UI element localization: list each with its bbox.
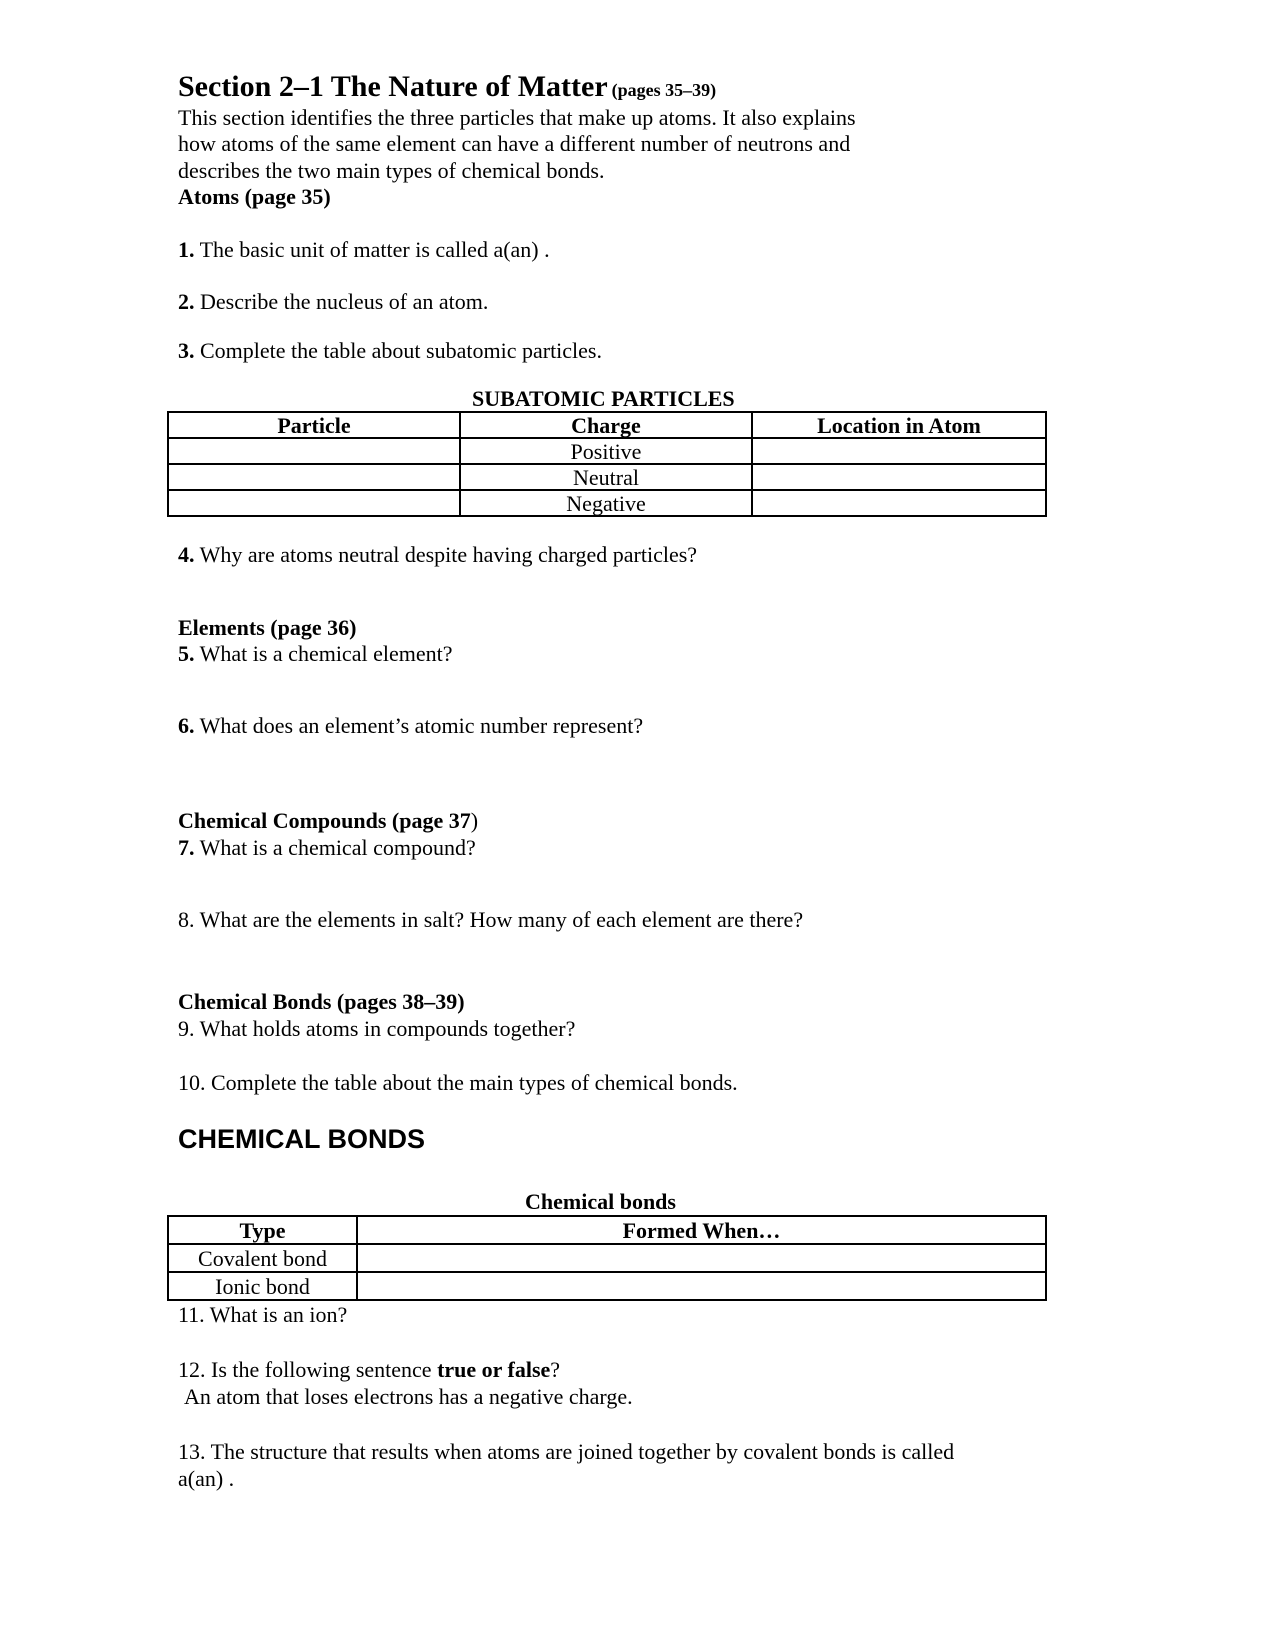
question-12-statement: An atom that loses electrons has a negative charge.: [184, 1384, 633, 1409]
question-9: 9. What holds atoms in compounds together?: [178, 1016, 576, 1041]
intro-line-1: This section identifies the three particles that make up atoms. It also explains: [178, 105, 856, 130]
header-particle: Particle: [168, 412, 460, 438]
header-formed-when: Formed When…: [357, 1216, 1046, 1244]
page-title: [178, 70, 716, 104]
cell-charge: Negative: [460, 490, 752, 516]
cell-particle-blank[interactable]: [168, 438, 460, 464]
intro-line-2: how atoms of the same element can have a different number of neutrons and: [178, 131, 851, 156]
chemical-bonds-heading: CHEMICAL BONDS: [178, 1124, 426, 1154]
intro-line-3: describes the two main types of chemical bonds.: [178, 158, 605, 183]
table-header-row: [168, 412, 1046, 438]
question-12: 12. Is the following sentence true or false?: [178, 1357, 561, 1382]
table-row: [168, 464, 1046, 490]
chemical-bonds-table: [167, 1215, 1047, 1301]
subatomic-particles-table: [167, 411, 1047, 517]
cell-particle-blank[interactable]: [168, 464, 460, 490]
subatomic-table-caption: SUBATOMIC PARTICLES: [472, 386, 735, 411]
question-2: 2. Describe the nucleus of an atom.: [178, 289, 489, 314]
question-8: 8. What are the elements in salt? How many of each element are there?: [178, 907, 804, 932]
question-13-line-1: 13. The structure that results when atoms are joined together by covalent bonds is called: [178, 1439, 955, 1464]
heading-bonds: Chemical Bonds (pages 38–39): [178, 989, 465, 1014]
header-type: Type: [168, 1216, 357, 1244]
header-location: Location in Atom: [752, 412, 1046, 438]
section-pages: (pages 35–39): [611, 80, 717, 100]
table-row: [168, 1272, 1046, 1300]
bonds-table-caption: Chemical bonds: [525, 1189, 676, 1214]
table-row: [168, 1244, 1046, 1272]
section-title: Section 2–1 The Nature of Matter: [178, 70, 608, 103]
cell-location-blank[interactable]: [752, 464, 1046, 490]
question-1: 1. The basic unit of matter is called a(an) .: [178, 237, 550, 262]
table-row: [168, 490, 1046, 516]
question-5: 5. What is a chemical element?: [178, 641, 453, 666]
question-4: 4. Why are atoms neutral despite having charged particles?: [178, 542, 698, 567]
question-7: 7. What is a chemical compound?: [178, 835, 476, 860]
question-11: 11. What is an ion?: [178, 1302, 348, 1327]
cell-formed-when-blank[interactable]: [357, 1272, 1046, 1300]
table-header-row: [168, 1216, 1046, 1244]
cell-bond-type: Ionic bond: [168, 1272, 357, 1300]
question-3: 3. Complete the table about subatomic particles.: [178, 338, 602, 363]
cell-charge: Neutral: [460, 464, 752, 490]
question-6: 6. What does an element’s atomic number represent?: [178, 713, 644, 738]
header-charge: Charge: [460, 412, 752, 438]
heading-compounds: Chemical Compounds (page 37): [178, 808, 479, 833]
cell-formed-when-blank[interactable]: [357, 1244, 1046, 1272]
cell-location-blank[interactable]: [752, 438, 1046, 464]
cell-particle-blank[interactable]: [168, 490, 460, 516]
question-13-line-2: a(an) .: [178, 1466, 235, 1491]
cell-charge: Positive: [460, 438, 752, 464]
heading-elements: Elements (page 36): [178, 615, 357, 640]
table-row: [168, 438, 1046, 464]
cell-location-blank[interactable]: [752, 490, 1046, 516]
cell-bond-type: Covalent bond: [168, 1244, 357, 1272]
question-10: 10. Complete the table about the main types of chemical bonds.: [178, 1070, 738, 1095]
heading-atoms: Atoms (page 35): [178, 184, 331, 209]
